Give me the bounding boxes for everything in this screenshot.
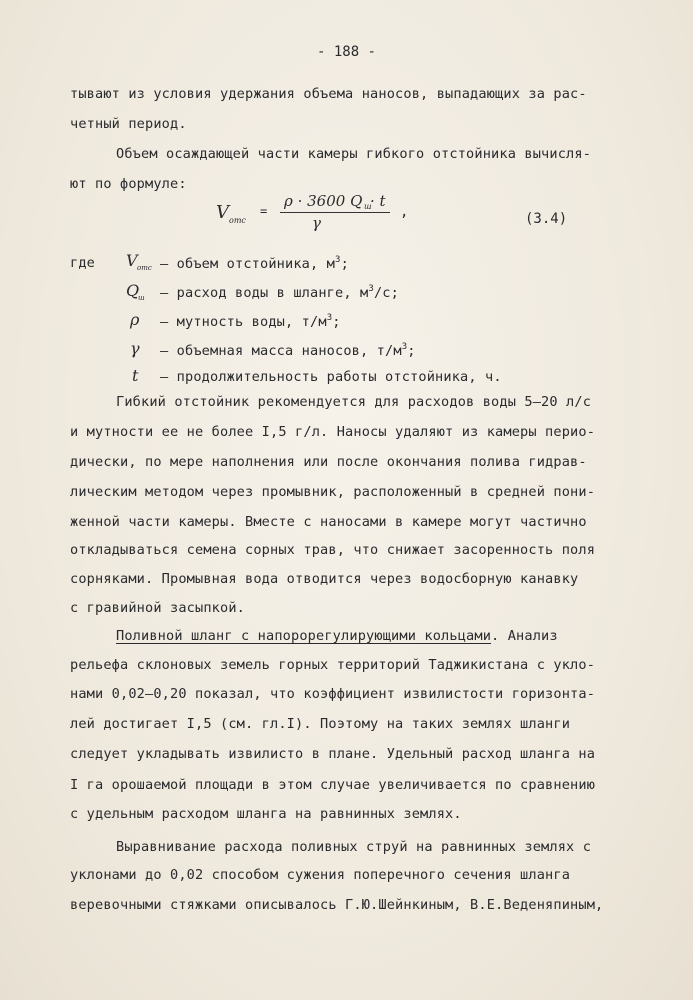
text-line: лей достигает I,5 (см. гл.I). Поэтому на таких землях шланги (70, 716, 571, 732)
def-sup: 3 (368, 284, 374, 294)
page-number: - 188 - (316, 44, 376, 60)
formula-equals: = (260, 204, 268, 218)
where-label: где (70, 255, 96, 271)
text-line: Объем осаждающей части камеры гибкого отстойника вычисля- (116, 146, 592, 162)
def-text-main: – объемная масса наносов, т/м (160, 343, 402, 359)
text-line: и мутности ее не более I,5 г/л. Наносы удаляют из камеры перио- (70, 424, 596, 440)
formula-lhs: V (216, 202, 229, 223)
text-line: откладываться семена сорных трав, что снижает засоренность поля (70, 542, 596, 558)
def-text-main: – мутность воды, т/м (160, 314, 327, 330)
def-text (160, 313, 341, 330)
def-symbol: t (132, 366, 139, 385)
formula-3-4 (216, 192, 416, 232)
section-heading-tail: . Анализ (491, 628, 558, 644)
def-tail: ; (340, 256, 349, 272)
text-line: Выравнивание расхода поливных струй на равнинных землях с (116, 839, 592, 855)
text-line: ют по формуле: (70, 176, 187, 192)
def-text (160, 369, 502, 385)
def-text-main: – продолжительность работы отстойника, ч. (160, 369, 502, 385)
def-text (160, 342, 416, 359)
def-symbol: γ (130, 339, 140, 358)
def-symbol-sub: ш (138, 294, 145, 302)
text-line: рельефа склоновых земель горных территорий Таджикистана с укло- (70, 657, 596, 673)
text-line: дически, по мере наполнения или после окончания полива гидрав- (70, 454, 587, 470)
def-text-main: – объем отстойника, м (160, 256, 336, 272)
text-line: следует укладывать извилисто в плане. Удельный расход шланга на (70, 746, 596, 762)
def-sup: 3 (401, 342, 408, 352)
def-text-main: – расход воды в шланге, м (160, 285, 369, 301)
equation-number: (3.4) (525, 211, 568, 227)
text-line: четный период. (70, 116, 187, 132)
def-symbol: V (126, 251, 138, 270)
text-line: с удельным расходом шланга на равнинных землях. (70, 806, 462, 822)
formula-comma: , (400, 204, 409, 220)
text-line: лическим методом через промывник, расположенный в средней пони- (70, 484, 596, 500)
def-sup: 3 (335, 255, 341, 265)
text-line: женной части камеры. Вместе с наносами в камере могут частично (70, 514, 587, 530)
def-sup: 3 (326, 313, 333, 323)
text-line: I га орошаемой площади в этом случае увеличивается по сравнению (70, 777, 596, 793)
section-heading: Поливной шланг с напорорегулирующими кольцами (116, 628, 492, 644)
text-line: сорняками. Промывная вода отводится через водосборную канавку (70, 571, 579, 587)
def-text (160, 255, 349, 272)
text-line: тывают из условия удержания объема наносов, выпадающих за рас- (70, 86, 587, 102)
fraction-bar (280, 212, 390, 213)
formula-numerator-tail: · t (370, 192, 386, 210)
text-line: веревочными стяжками описывалось Г.Ю.Шейнкиным, В.Е.Веденяпиным, (70, 897, 604, 913)
formula-denominator: γ (312, 214, 321, 232)
text-line: Гибкий отстойник рекомендуется для расходов воды 5–20 л/с (116, 394, 592, 410)
def-symbol: ρ (130, 310, 140, 329)
def-text (160, 284, 399, 301)
def-tail: ; (407, 343, 416, 359)
def-tail: /с; (373, 285, 399, 301)
formula-numerator: ρ · 3600 Q (284, 192, 363, 210)
def-symbol-sub: отс (137, 264, 152, 272)
text-line: нами 0,02–0,20 показал, что коэффициент извилистости горизонта- (70, 686, 596, 702)
def-symbol: Q (126, 281, 140, 300)
text-line: уклонами до 0,02 способом сужения поперечного сечения шланга (70, 867, 571, 883)
formula-numerator-sub: ш (364, 202, 372, 211)
text-line: с гравийной засыпкой. (70, 600, 246, 616)
section-heading-line (116, 628, 558, 644)
def-tail: ; (332, 314, 341, 330)
formula-lhs-sub: отс (229, 216, 246, 225)
